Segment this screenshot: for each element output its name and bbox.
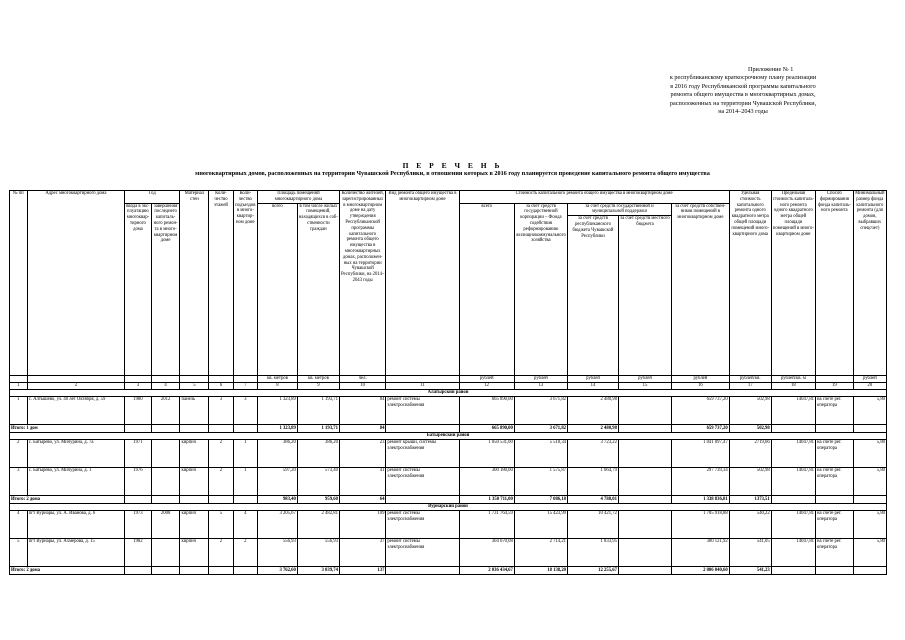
table-cell: 3 — [233, 397, 257, 425]
table-cell: 2012 — [151, 397, 180, 425]
table-cell: 2 — [209, 539, 233, 567]
table-cell: на счете рег. оператора — [816, 397, 854, 425]
table-cell: 502,98 — [729, 468, 771, 496]
total-label: Итого: 2 дома — [10, 496, 125, 504]
column-number-cell: 10 — [339, 383, 386, 390]
table-cell: кирпич — [180, 539, 209, 567]
units-row — [10, 376, 887, 383]
total-cell: 3 671,82 — [514, 425, 567, 433]
unit-cell: кв. метров — [297, 376, 339, 383]
column-number-cell: 8 — [257, 383, 297, 390]
table-cell: 5 510,34 — [514, 440, 567, 468]
table-row — [10, 539, 887, 567]
total-cell — [209, 567, 233, 575]
total-cell: 1 350 711,00 — [459, 496, 514, 504]
total-cell: 84 — [339, 425, 386, 433]
table-cell: кирпич — [180, 468, 209, 496]
header-entrances: Количество подъездов в многоквартирном доме — [233, 191, 257, 376]
table-cell: 2 714,21 — [514, 539, 567, 567]
total-cell: 659 737,20 — [672, 425, 730, 433]
table-cell: 1 193,71 — [297, 397, 339, 425]
header-area-owned: в том числе жилых помещений, находящихся в собственности граждан — [297, 203, 339, 376]
table-cell: 659 737,20 — [672, 397, 730, 425]
table-cell: 2719,66 — [729, 440, 771, 468]
total-cell — [151, 496, 180, 504]
unit-cell: рублей — [672, 376, 730, 383]
unit-cell — [10, 376, 28, 383]
table-cell: пгт Вурнары, ул. А. Иванова, д. 6 — [27, 511, 124, 539]
column-number-cell: 9 — [297, 383, 339, 390]
header-cost-budget-group: за счет средств государственной и муниципальной поддержки — [568, 203, 672, 216]
header-max-cost: Предельная стоимость капитального ремонта одного квадратного метра общей площади помещений в многоквартирном доме — [771, 191, 815, 376]
unit-cell: рублей — [618, 376, 671, 383]
table-cell: 5,80 — [853, 397, 886, 425]
table-cell: 4 — [10, 511, 28, 539]
table-cell — [618, 468, 671, 496]
column-number-cell: 18 — [771, 383, 815, 390]
total-cell: 2 036 434,67 — [459, 567, 514, 575]
table-cell: 573,40 — [297, 468, 339, 496]
header-cost-group: Стоимость капитального ремонта общего имущества в многоквартирном доме — [459, 191, 729, 204]
header-area-total: всего — [257, 203, 297, 376]
table-cell: 4 — [233, 511, 257, 539]
table-cell: 1 — [10, 397, 28, 425]
total-cell — [853, 425, 886, 433]
total-cell: 3 039,74 — [297, 567, 339, 575]
total-cell — [180, 567, 209, 575]
table-cell: 37 — [339, 539, 386, 567]
table-cell: панель — [180, 397, 209, 425]
table-cell: 1971 — [125, 440, 152, 468]
table-cell: 541,05 — [729, 539, 771, 567]
table-cell: 1 — [233, 468, 257, 496]
total-cell — [233, 496, 257, 504]
table-cell: ремонт системы электроснабжения — [386, 397, 459, 425]
column-number-cell: 7 — [233, 383, 257, 390]
appendix-block — [628, 66, 858, 116]
total-cell: 64 — [339, 496, 386, 504]
total-cell — [125, 425, 152, 433]
table-cell: на счете рег. оператора — [816, 539, 854, 567]
total-cell — [386, 496, 459, 504]
table-cell: 1 041 097,47 — [672, 440, 730, 468]
table-cell: с. Алтышево, ул. 40 лет Октября, д. 59 — [27, 397, 124, 425]
column-number-cell: 3 — [125, 383, 152, 390]
table-cell: 1976 — [125, 468, 152, 496]
table-cell: 304 670,08 — [459, 539, 514, 567]
table-cell: на счете рег. оператора — [816, 440, 854, 468]
table-cell: 3 — [10, 468, 28, 496]
table-cell: 300 180,00 — [459, 468, 514, 496]
table-cell: 5,80 — [853, 539, 886, 567]
table-cell: 10 421,72 — [568, 511, 619, 539]
table-cell: с. Батырево, ул. Мичурина, д. 7а — [27, 440, 124, 468]
table-cell: 556,93 — [257, 539, 297, 567]
total-cell: 1373,51 — [729, 496, 771, 504]
table-cell: 5,80 — [853, 511, 886, 539]
total-cell: 7 086,18 — [514, 496, 567, 504]
table-cell: 41 — [339, 468, 386, 496]
header-year-commission: ввода в эксплуатацию многоквартирного дома — [125, 203, 152, 376]
table-cell: 1973 — [125, 511, 152, 539]
total-cell: 2 480,98 — [568, 425, 619, 433]
unit-cell: рублей — [514, 376, 567, 383]
table-cell: 2 — [209, 468, 233, 496]
column-numbers-row — [10, 383, 887, 390]
total-cell: 3 762,60 — [257, 567, 297, 575]
table-cell: 3 205,67 — [257, 511, 297, 539]
total-cell — [618, 425, 671, 433]
appendix-line: Приложение № 1 — [748, 66, 794, 73]
table-cell: 540,22 — [729, 511, 771, 539]
header-cost-republic: за счет средств республиканского бюджета Чувашской Республики — [568, 216, 619, 376]
total-cell: 959,60 — [297, 496, 339, 504]
appendix-line: в 2016 году Республиканской программы капитального — [670, 82, 816, 90]
table-cell — [618, 511, 671, 539]
total-cell — [386, 425, 459, 433]
total-cell — [618, 567, 671, 575]
header-fund-method: Способ формирования фонда капитального ремонта — [816, 191, 854, 376]
unit-cell — [233, 376, 257, 383]
total-cell: 137 — [339, 567, 386, 575]
table-cell: с. Батырево, ул. Мичурина, д. 1 — [27, 468, 124, 496]
table-cell: 297 739,34 — [672, 468, 730, 496]
total-cell: 541,23 — [729, 567, 771, 575]
unit-cell — [180, 376, 209, 383]
total-cell: 18 138,20 — [514, 567, 567, 575]
table-cell: 2 480,98 — [568, 397, 619, 425]
table-cell: 3 — [209, 397, 233, 425]
table-cell: 1980 — [125, 397, 152, 425]
unit-cell — [816, 376, 854, 383]
total-cell — [386, 567, 459, 575]
total-cell — [151, 567, 180, 575]
column-number-cell: 1 — [10, 383, 28, 390]
table-cell: 23 — [339, 440, 386, 468]
header-repair-type: Вид ремонта общего имущества в многоквартирном доме — [386, 191, 459, 376]
table-cell: 3 723,22 — [568, 440, 619, 468]
district-total-row — [10, 425, 887, 433]
header-area-group: Площадь помещений многоквартирного дома — [257, 191, 339, 204]
unit-cell: рублей — [853, 376, 886, 383]
total-cell: 1 193,71 — [297, 425, 339, 433]
table-cell: кирпич — [180, 440, 209, 468]
header-year: Год — [125, 191, 180, 204]
table-cell: 14047,81 — [771, 440, 815, 468]
table-cell: ремонт крыши, системы электроснабжения — [386, 440, 459, 468]
unit-cell: кв. метров — [257, 376, 297, 383]
unit-cell — [27, 376, 124, 383]
table-cell: 1 575,87 — [514, 468, 567, 496]
column-number-cell: 4 — [151, 383, 180, 390]
unit-cell — [386, 376, 459, 383]
column-number-cell: 2 — [27, 383, 124, 390]
total-cell — [771, 567, 815, 575]
appendix-line: к республиканскому краткосрочному плану реализации — [669, 74, 817, 82]
table-cell: 300 121,92 — [672, 539, 730, 567]
column-number-cell: 12 — [459, 383, 514, 390]
table-cell: 1 064,79 — [568, 468, 619, 496]
table-cell: ремонт системы электроснабжения — [386, 511, 459, 539]
table-cell: 109 — [339, 511, 386, 539]
table-cell: 14047,81 — [771, 468, 815, 496]
unit-cell: рублей/кв. — [729, 376, 771, 383]
total-cell: 665 890,00 — [459, 425, 514, 433]
unit-cell: рублей — [459, 376, 514, 383]
total-cell: 2 006 040,60 — [672, 567, 730, 575]
total-cell — [853, 567, 886, 575]
table-cell: 84 — [339, 397, 386, 425]
appendix-line: ремонта общего имущества в многоквартирных домах, — [670, 91, 816, 99]
total-cell: 983,40 — [257, 496, 297, 504]
total-cell — [816, 425, 854, 433]
total-cell — [233, 425, 257, 433]
district-row — [10, 390, 887, 397]
total-cell: 1 323,89 — [257, 425, 297, 433]
table-cell: 1 — [233, 440, 257, 468]
total-cell — [233, 567, 257, 575]
document-subtitle: многоквартирных домов, расположенных на территории Чувашской Республики, в отношении которых в 2016 году планируется проведение капитального ремонта общего имущества — [195, 170, 710, 177]
header-cost-local: за счет средств местного бюджета — [618, 216, 671, 376]
header-num: № пп — [10, 191, 28, 376]
header-residents: Количество жителей, зарегистрированных в многоквартирном доме на дату утверждения Республиканской программы капитального ремонта общего имущества в многоквартирных домах, расположенных на территории Чувашской Республики, на 2014–2043 годы — [339, 191, 386, 376]
table-cell: 665 890,00 — [459, 397, 514, 425]
header-min-fund: Минимальный размер фонда капитального ремонта (для домов, выбравших спецсчет) — [853, 191, 886, 376]
table-cell: 2008 — [151, 511, 180, 539]
total-cell — [125, 567, 152, 575]
table-cell: пгт Вурнары, ул. Ахмерова, д. 15 — [27, 539, 124, 567]
district-row — [10, 433, 887, 440]
header-cost-fund: за счет средств государственной корпорации – Фонда содействия реформированию жилищнокоммунального хозяйства — [514, 203, 567, 376]
table-cell: 5 — [209, 511, 233, 539]
total-cell — [151, 425, 180, 433]
district-row — [10, 504, 887, 511]
header-wall-material: Материал стен — [180, 191, 209, 376]
unit-cell: рублей/кв. м — [771, 376, 815, 383]
unit-cell — [209, 376, 233, 383]
district-name: Батыревский район — [10, 433, 887, 440]
table-row — [10, 397, 887, 425]
district-name: Алатырский район — [10, 390, 887, 397]
header-cost-total: всего — [459, 203, 514, 376]
header-year-last-repair: завершения последнего капитального ремонта в многоквартирном доме — [151, 203, 180, 376]
table-cell: 597,20 — [257, 468, 297, 496]
total-cell: 502,98 — [729, 425, 771, 433]
total-cell — [771, 496, 815, 504]
table-cell: на счете рег. оператора — [816, 468, 854, 496]
table-cell — [151, 468, 180, 496]
table-cell: ремонт системы электроснабжения — [386, 539, 459, 567]
total-cell — [180, 425, 209, 433]
table-cell: 2 — [233, 539, 257, 567]
unit-cell: рублей — [568, 376, 619, 383]
table-row — [10, 468, 887, 496]
header-address: Адрес многоквартирного дома — [27, 191, 124, 376]
column-number-cell: 19 — [816, 383, 854, 390]
table-cell: кирпич — [180, 511, 209, 539]
district-total-row — [10, 567, 887, 575]
table-cell: 386,20 — [297, 440, 339, 468]
unit-cell: чел. — [339, 376, 386, 383]
total-cell: 1 338 836,81 — [672, 496, 730, 504]
unit-cell — [125, 376, 152, 383]
table-cell: 1 323,89 — [257, 397, 297, 425]
unit-cell — [151, 376, 180, 383]
column-number-cell: 16 — [672, 383, 730, 390]
table-cell: 14047,81 — [771, 539, 815, 567]
district-total-row — [10, 496, 887, 504]
table-cell — [151, 440, 180, 468]
total-cell: 12 255,67 — [568, 567, 619, 575]
table-cell: 1 731 764,59 — [459, 511, 514, 539]
table-cell: 15 423,99 — [514, 511, 567, 539]
table-row — [10, 440, 887, 468]
table-cell: 5,80 — [853, 440, 886, 468]
table-cell: 14047,81 — [771, 397, 815, 425]
table-cell — [618, 539, 671, 567]
table-cell — [618, 440, 671, 468]
column-number-cell: 20 — [853, 383, 886, 390]
houses-table — [9, 190, 887, 575]
table-cell: 14047,81 — [771, 511, 815, 539]
table-cell: 556,93 — [297, 539, 339, 567]
total-cell — [771, 425, 815, 433]
appendix-line: на 2014–2043 годы — [718, 108, 768, 116]
table-cell: 2 482,81 — [297, 511, 339, 539]
total-cell — [816, 567, 854, 575]
total-cell — [180, 496, 209, 504]
header-cost-owners: за счет средств собственников помещений в многоквартирном доме — [672, 203, 730, 376]
table-cell: 1982 — [125, 539, 152, 567]
total-cell — [618, 496, 671, 504]
table-cell — [618, 397, 671, 425]
column-number-cell: 15 — [618, 383, 671, 390]
column-number-cell: 6 — [209, 383, 233, 390]
header-floors: Количество этажей — [209, 191, 233, 376]
table-cell: ремонт системы электроснабжения — [386, 468, 459, 496]
appendix-line: расположенных на территории Чувашской Республики, — [669, 99, 817, 107]
total-cell — [816, 496, 854, 504]
total-cell — [125, 496, 152, 504]
table-cell: 1 705 918,88 — [672, 511, 730, 539]
header-unit-cost: Удельная стоимость капитального ремонта одного квадратного метра общей площади помещений многоквартирного дома — [729, 191, 771, 376]
document-title: П Е Р Е Ч Е Н Ь — [402, 161, 503, 170]
district-name: Вурнарский район — [10, 504, 887, 511]
table-cell: 1 833,95 — [568, 539, 619, 567]
total-label: Итого: 2 дома — [10, 567, 125, 575]
total-cell — [853, 496, 886, 504]
total-cell — [209, 496, 233, 504]
total-label: Итого: 1 дом — [10, 425, 125, 433]
table-cell: 386,20 — [257, 440, 297, 468]
table-cell: 1 050 531,00 — [459, 440, 514, 468]
table-row — [10, 511, 887, 539]
total-cell — [209, 425, 233, 433]
column-number-cell: 13 — [514, 383, 567, 390]
table-cell: 3 671,82 — [514, 397, 567, 425]
table-cell: 2 — [209, 440, 233, 468]
column-number-cell: 11 — [386, 383, 459, 390]
table-cell: 502,98 — [729, 397, 771, 425]
table-cell — [151, 539, 180, 567]
table-cell: 2 — [10, 440, 28, 468]
total-cell: 4 788,01 — [568, 496, 619, 504]
table-cell: 5 — [10, 539, 28, 567]
column-number-cell: 14 — [568, 383, 619, 390]
table-cell: 5,80 — [853, 468, 886, 496]
column-number-cell: 17 — [729, 383, 771, 390]
table-cell: на счете рег. оператора — [816, 511, 854, 539]
column-number-cell: 5 — [180, 383, 209, 390]
